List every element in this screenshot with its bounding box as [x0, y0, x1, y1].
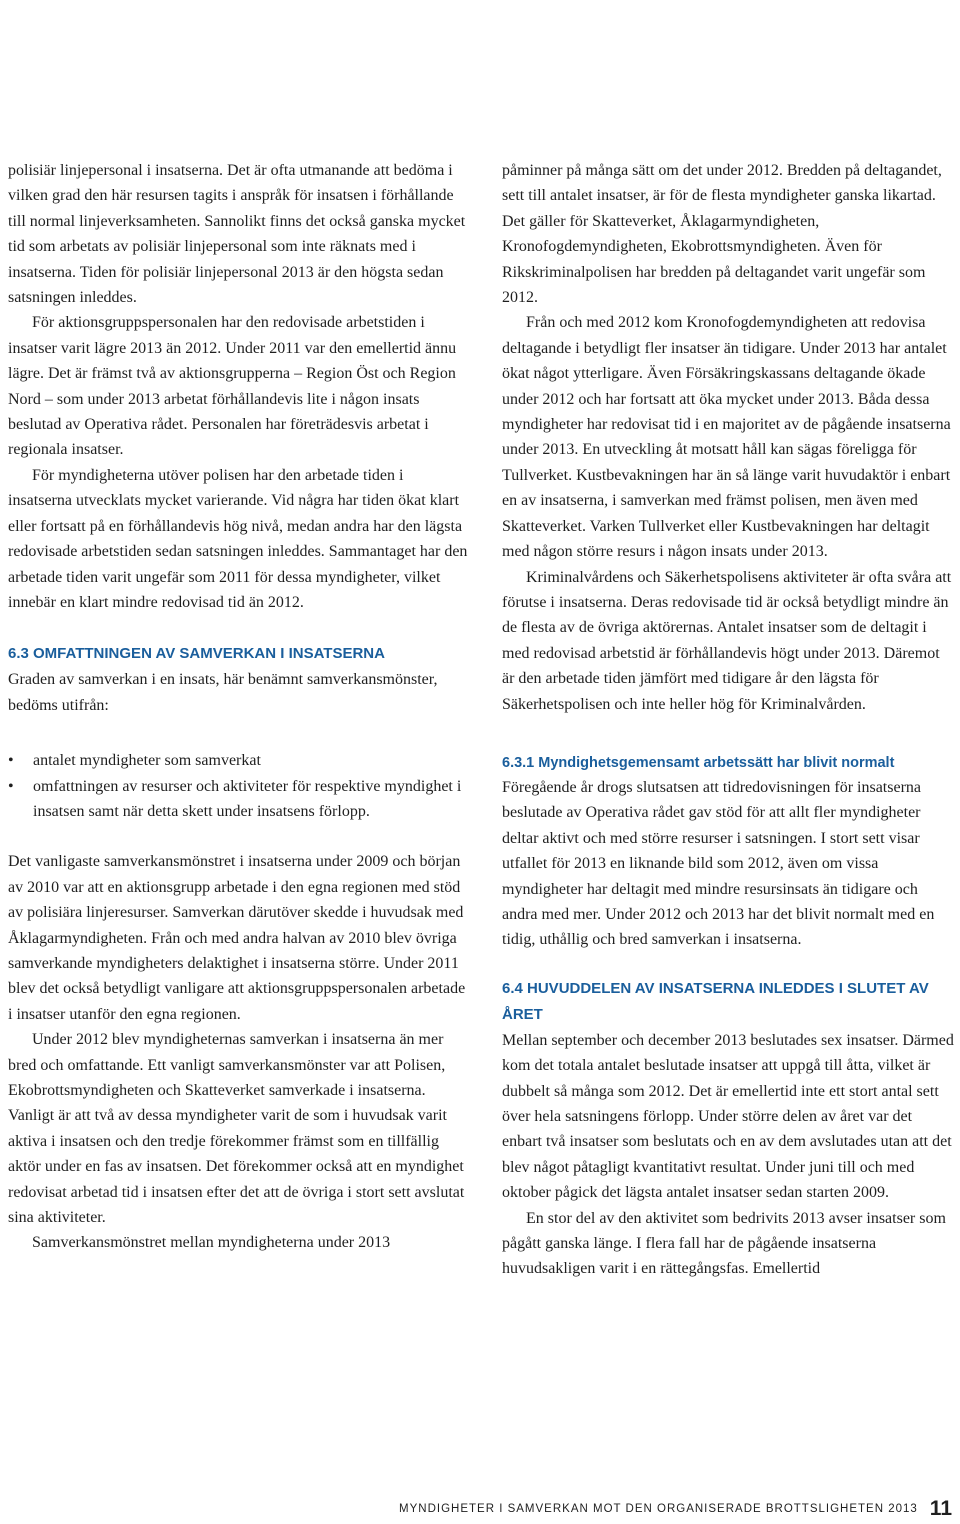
page-footer — [399, 1494, 952, 1524]
bullet-list — [8, 748, 468, 824]
paragraph: För myndigheterna utöver polisen har den arbetade tiden i insatserna utvecklats mycket varierande. Vid några har tiden ökat klart eller fortsatt på en förhållandevis hög nivå, medan andra har den lägsta redovisade arbetstiden sedan satsningen inleddes. Sammantaget har den arbetade tiden varit ungefär som 2011 för dessa myndigheter, vilket innebär en klart mindre redovisad tid än 2012. — [8, 466, 468, 611]
paragraph: Det vanligaste samverkansmönstret i insatserna under 2009 och början av 2010 var att en aktionsgrupp arbetade i den egna regionen med stöd av polisiära linjeresurser. Samverkan därutöver skedde i huvudsak med Åklagarmyndigheten. Från och med andra halvan av 2010 blev övriga samverkande myndigheters delaktighet i insatserna större. Under 2011 blev det också betydligt vanligare att aktionsgruppspersonalen arbetade i insatser utanför den egna regionen. — [8, 853, 466, 1023]
page-number: 11 — [929, 1497, 952, 1520]
right-column — [502, 158, 954, 1282]
footer-title: MYNDIGHETER I SAMVERKAN MOT DEN ORGANISERADE BROTTSLIGHETEN 2013 — [399, 1503, 918, 1515]
left-column — [8, 158, 468, 1256]
subsection-heading-6-3-1: 6.3.1 Myndighetsgemensamt arbetssätt har blivit normalt — [502, 754, 895, 771]
paragraph: En stor del av den aktivitet som bedrivits 2013 avser insatser som pågått ganska länge. I flera fall har de pågående insatserna huvudsakligen varit i en rättegångsfas. Emellertid — [502, 1209, 946, 1278]
list-item: • omfattningen av resurser och aktiviteter för respektive myndighet i insatsen samt när detta skett under insatsens förlopp. — [8, 774, 468, 825]
paragraph: polisiär linjepersonal i insatserna. Det är ofta utmanande att bedöma i vilken grad den här resursen tagits i anspråk för insatsen i förhållande till normal linjeverksamheten. Sannolikt finns det också ganska mycket tid som arbetats av polisiär linjepersonal som inte räknats med i insatserna. Tiden för polisiär linjepersonal 2013 är den högsta sedan satsningen inleddes. — [8, 162, 466, 307]
paragraph: Från och med 2012 kom Kronofogdemyndigheten att redovisa deltagande i betydligt fler insatser än tidigare. Under 2013 har antalet ökat något ytterligare. Även Försäkringskassans deltagande ökade under 2012 och har fortsatt att öka mycket under 2013. Båda dessa myndigheter har redovisat tid i en majoritet av de pågående insatserna under 2013. En utveckling åt motsatt håll kan sägas föreligga för Tullverket. Kustbevakningen har än så länge varit huvudaktör i enbart en av insatserna, i samverkan med främst polisen, men även med Skatteverket. Varken Tullverket eller Kustbevakningen har deltagit med någon större resurs i någon insats under 2013. — [502, 314, 951, 561]
paragraph: påminner på många sätt om det under 2012. Bredden på deltagandet, sett till antalet insatser, är för de flesta myndigheter ganska likartad. Det gäller för Skatteverket, Åklagarmyndigheten, Kronofogdemyndigheten, Ekobrottsmyndigheten. Även för Rikskriminalpolisen har bredden på deltagandet varit ungefär som 2012. — [502, 162, 942, 307]
list-item: • antalet myndigheter som samverkat — [8, 748, 468, 773]
paragraph: Föregående år drogs slutsatsen att tidredovisningen för insatserna beslutade av Operativa rådet gav stöd för att allt fler myndigheter deltar aktivt och med större resurser i satsningen. I stort sett visar utfallet för 2013 en liknande bild som 2012, även om vissa myndigheter har deltagit med mindre resursinsats än tidigare och andra med mer. Under 2012 och 2013 har det blivit normalt med en tidig, uthållig och bred samverkan i insatserna. — [502, 778, 935, 949]
paragraph: Kriminalvårdens och Säkerhetspolisens aktiviteter är ofta svåra att förutse i insatserna. Deras redovisade tid är också betydligt mindre än de flesta av de övriga aktörernas. Antalet insatser som de deltagit i med redovisad arbetstid är förhållandevis högt under 2013. Däremot är den arbetade tiden jämfört med tidigare år den lägsta för Säkerhetspolisen och inte heller hög för Kriminalvården. — [502, 568, 952, 713]
paragraph: Mellan september och december 2013 beslutades sex insatser. Därmed kom det totala antalet beslutade insatser att uppgå till åtta, vilket är dubbelt så många som 2012. Det är emellertid inte ett stort antal sett över hela satsningens förlopp. Under större delen av året var det enbart två insatser som beslutats och en av dem avslutades utan att det blev något påtagligt kvantitativt resultat. Under juni till och med oktober pågick det lägsta antalet insatser sedan starten 2009. — [502, 1031, 954, 1202]
paragraph: Graden av samverkan i en insats, här benämnt samverkansmönster, bedöms utifrån: — [8, 671, 438, 714]
paragraph: För aktionsgruppspersonalen har den redovisade arbetstiden i insatser varit lägre 2013 än 2012. Under 2011 var den emellertid ännu lägre. Det är främst två av aktionsgrupperna – Region Öst och Region Nord – som under 2013 arbetat förhållandevis lite i någon insats beslutad av Operativa rådet. Personalen har företrädesvis arbetat i regionala insatser. — [8, 314, 457, 459]
section-heading-6-3: 6.3 OMFATTNINGEN AV SAMVERKAN I INSATSERNA — [8, 645, 385, 663]
paragraph: Samverkansmönstret mellan myndigheterna under 2013 — [32, 1234, 391, 1252]
section-heading-6-4: 6.4 HUVUDDELEN AV INSATSERNA INLEDDES I SLUTET AV ÅRET — [502, 979, 929, 1023]
paragraph: Under 2012 blev myndigheternas samverkan i insatserna än mer bred och omfattande. Ett vanligt samverkansmönster var att Polisen, Ekobrottsmyndigheten och Skatteverket samverkade i insatserna. Vanligt är att två av dessa myndigheter varit de som i huvudsak varit aktiva i insatsen och den tredje förekommer främst som en tillfällig aktör under en fas av insatsen. Det förekommer också att en myndighet redovisat arbetad tid i insatsen efter det att de övriga i stort sett avslutat sina aktiviteter. — [8, 1031, 465, 1227]
